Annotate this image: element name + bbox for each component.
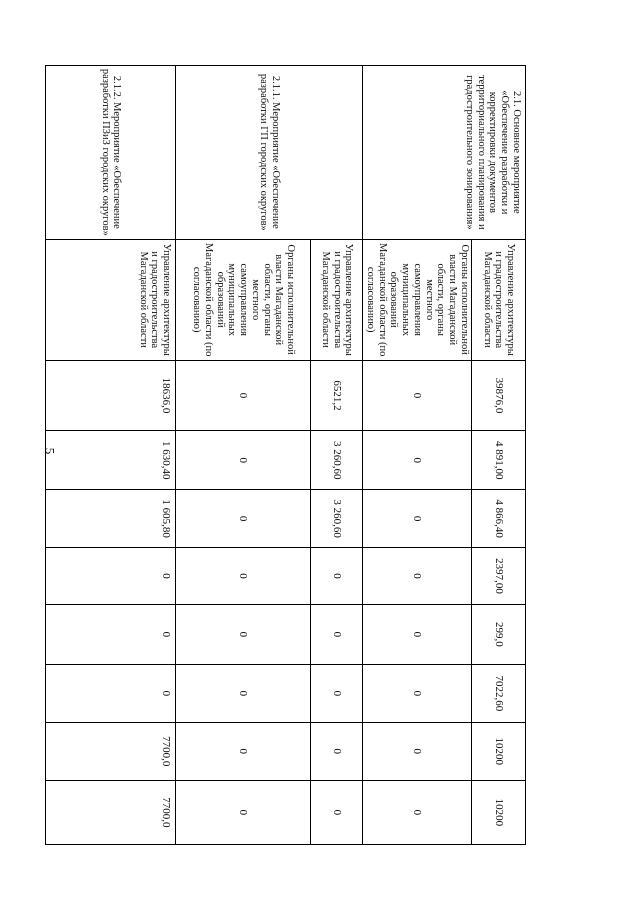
executor-cell: Органы исполнительной власти Магаданской области, органы местного самоуправления муниципальных образований Магаданской области (по согласованию)	[363, 239, 472, 360]
value-cell: 0	[176, 490, 311, 548]
value-cell: 0	[363, 780, 472, 844]
value-cell: 7022,60	[472, 664, 526, 722]
value-cell: 0	[363, 722, 472, 780]
value-cell: 0	[46, 604, 176, 664]
value-cell: 6521,2	[311, 360, 363, 431]
value-cell: 0	[311, 604, 363, 664]
value-cell: 0	[363, 431, 472, 490]
value-cell: 7700,0	[46, 780, 176, 844]
value-cell: 0	[46, 548, 176, 605]
value-cell: 0	[363, 548, 472, 605]
table-row	[472, 66, 526, 845]
value-cell: 10200	[472, 780, 526, 844]
value-cell: 3 260,60	[311, 431, 363, 490]
table-row	[46, 66, 176, 845]
value-cell: 0	[311, 664, 363, 722]
value-cell: 0	[311, 548, 363, 605]
event-cell: 2.1.1. Мероприятие «Обеспечение разработки ГП городских округов»	[176, 66, 363, 240]
value-cell: 1 630,40	[46, 431, 176, 490]
value-cell: 0	[311, 722, 363, 780]
value-cell: 0	[176, 780, 311, 844]
value-cell: 0	[363, 604, 472, 664]
rotated-table-wrapper	[59, 65, 526, 845]
value-cell: 0	[46, 664, 176, 722]
executor-cell: Управление архитектуры и градостроительства Магаданской области	[46, 239, 176, 360]
value-cell: 3 260,60	[311, 490, 363, 548]
executor-cell: Управление архитектуры и градостроительства Магаданской области	[311, 239, 363, 360]
value-cell: 0	[176, 431, 311, 490]
value-cell: 1 605,80	[46, 490, 176, 548]
table-row	[311, 66, 363, 845]
value-cell: 39876,0	[472, 360, 526, 431]
value-cell: 0	[176, 664, 311, 722]
event-cell: 2.1.2. Мероприятие «Обеспечение разработки ПЗиЗ городских округов»	[46, 66, 176, 240]
value-cell: 0	[176, 548, 311, 605]
funding-table	[45, 65, 526, 845]
executor-cell: Управление архитектуры и градостроительства Магаданской области	[472, 239, 526, 360]
executor-cell: Органы исполнительной власти Магаданской области, органы местного самоуправления муниципальных образований Магаданской области (по согласованию)	[176, 239, 311, 360]
value-cell: 2397,00	[472, 548, 526, 605]
value-cell: 10200	[472, 722, 526, 780]
value-cell: 0	[363, 664, 472, 722]
value-cell: 4 891,00	[472, 431, 526, 490]
value-cell: 4 866,40	[472, 490, 526, 548]
value-cell: 7700,0	[46, 722, 176, 780]
value-cell: 0	[176, 360, 311, 431]
value-cell: 0	[363, 360, 472, 431]
value-cell: 0	[363, 490, 472, 548]
value-cell: 299,0	[472, 604, 526, 664]
value-cell: 0	[176, 604, 311, 664]
page-number: 5	[42, 447, 58, 455]
value-cell: 0	[176, 722, 311, 780]
value-cell: 0	[311, 780, 363, 844]
value-cell: 18636,0	[46, 360, 176, 431]
event-cell: 2.1. Основное мероприятие «Обеспечение разработки и корректировки документов территориального планирования и градостроительного зонирования»	[363, 66, 526, 240]
